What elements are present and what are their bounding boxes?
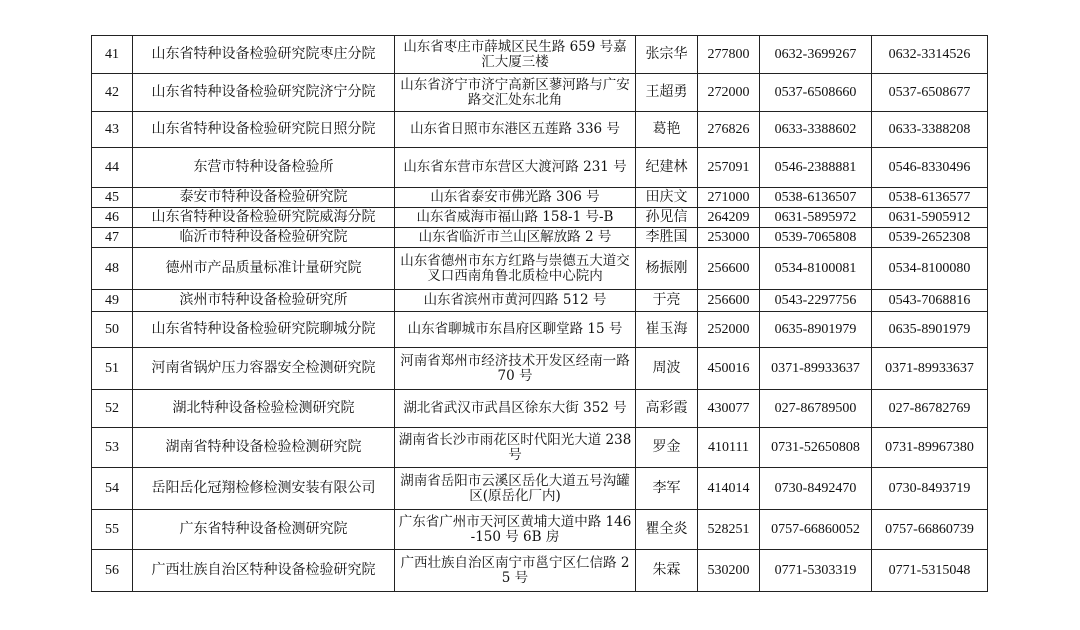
postal-code: 252000 xyxy=(698,312,760,348)
row-number: 56 xyxy=(92,550,133,592)
institution-name: 德州市产品质量标准计量研究院 xyxy=(133,248,395,290)
phone-number: 0537-6508660 xyxy=(760,74,872,112)
address-cell: 广西壮族自治区南宁市邕宁区仁信路 25 号 xyxy=(395,550,636,592)
postal-code: 256600 xyxy=(698,248,760,290)
contact-person: 纪建林 xyxy=(636,148,698,188)
row-number: 45 xyxy=(92,188,133,208)
address-cell: 山东省临沂市兰山区解放路 2 号 xyxy=(395,228,636,248)
contact-person: 周波 xyxy=(636,348,698,390)
row-number: 53 xyxy=(92,428,133,468)
phone-number: 0771-5303319 xyxy=(760,550,872,592)
table-row xyxy=(92,468,988,510)
fax-number: 0538-6136577 xyxy=(872,188,988,208)
row-number: 55 xyxy=(92,510,133,550)
postal-code: 253000 xyxy=(698,228,760,248)
phone-number: 027-86789500 xyxy=(760,390,872,428)
fax-number: 0635-8901979 xyxy=(872,312,988,348)
phone-number: 0635-8901979 xyxy=(760,312,872,348)
address-cell: 山东省日照市东港区五莲路 336 号 xyxy=(395,112,636,148)
address-cell: 山东省威海市福山路 158-1 号-B xyxy=(395,208,636,228)
contact-person: 崔玉海 xyxy=(636,312,698,348)
table-row xyxy=(92,112,988,148)
table-row xyxy=(92,74,988,112)
fax-number: 0730-8493719 xyxy=(872,468,988,510)
fax-number: 0371-89933637 xyxy=(872,348,988,390)
contact-person: 杨振刚 xyxy=(636,248,698,290)
table-row xyxy=(92,36,988,74)
row-number: 43 xyxy=(92,112,133,148)
phone-number: 0730-8492470 xyxy=(760,468,872,510)
address-cell: 山东省聊城市东昌府区聊堂路 15 号 xyxy=(395,312,636,348)
institution-name: 山东省特种设备检验研究院威海分院 xyxy=(133,208,395,228)
phone-number: 0539-7065808 xyxy=(760,228,872,248)
phone-number: 0546-2388881 xyxy=(760,148,872,188)
row-number: 44 xyxy=(92,148,133,188)
postal-code: 276826 xyxy=(698,112,760,148)
phone-number: 0632-3699267 xyxy=(760,36,872,74)
fax-number: 027-86782769 xyxy=(872,390,988,428)
contact-person: 张宗华 xyxy=(636,36,698,74)
institution-name: 岳阳岳化冠翔检修检测安装有限公司 xyxy=(133,468,395,510)
postal-code: 271000 xyxy=(698,188,760,208)
fax-number: 0537-6508677 xyxy=(872,74,988,112)
fax-number: 0633-3388208 xyxy=(872,112,988,148)
institution-name: 湖南省特种设备检验检测研究院 xyxy=(133,428,395,468)
institution-name: 山东省特种设备检验研究院日照分院 xyxy=(133,112,395,148)
table-row xyxy=(92,348,988,390)
institution-name: 泰安市特种设备检验研究院 xyxy=(133,188,395,208)
institution-name: 湖北特种设备检验检测研究院 xyxy=(133,390,395,428)
postal-code: 414014 xyxy=(698,468,760,510)
postal-code: 410111 xyxy=(698,428,760,468)
postal-code: 256600 xyxy=(698,290,760,312)
postal-code: 530200 xyxy=(698,550,760,592)
institution-name: 山东省特种设备检验研究院聊城分院 xyxy=(133,312,395,348)
phone-number: 0633-3388602 xyxy=(760,112,872,148)
row-number: 48 xyxy=(92,248,133,290)
row-number: 52 xyxy=(92,390,133,428)
address-cell: 山东省德州市东方红路与崇德五大道交叉口西南角鲁北质检中心院内 xyxy=(395,248,636,290)
phone-number: 0534-8100081 xyxy=(760,248,872,290)
phone-number: 0371-89933637 xyxy=(760,348,872,390)
address-cell: 山东省枣庄市薛城区民生路 659 号嘉汇大厦三楼 xyxy=(395,36,636,74)
address-cell: 河南省郑州市经济技术开发区经南一路 70 号 xyxy=(395,348,636,390)
contact-person: 王超勇 xyxy=(636,74,698,112)
contact-person: 孙见信 xyxy=(636,208,698,228)
row-number: 46 xyxy=(92,208,133,228)
fax-number: 0631-5905912 xyxy=(872,208,988,228)
postal-code: 257091 xyxy=(698,148,760,188)
fax-number: 0731-89967380 xyxy=(872,428,988,468)
postal-code: 272000 xyxy=(698,74,760,112)
table-row xyxy=(92,188,988,208)
table-row xyxy=(92,208,988,228)
fax-number: 0546-8330496 xyxy=(872,148,988,188)
contact-person: 田庆文 xyxy=(636,188,698,208)
phone-number: 0543-2297756 xyxy=(760,290,872,312)
phone-number: 0757-66860052 xyxy=(760,510,872,550)
contact-person: 朱霖 xyxy=(636,550,698,592)
institution-name: 山东省特种设备检验研究院枣庄分院 xyxy=(133,36,395,74)
address-cell: 湖南省长沙市雨花区时代阳光大道 238 号 xyxy=(395,428,636,468)
table-row xyxy=(92,510,988,550)
row-number: 50 xyxy=(92,312,133,348)
phone-number: 0538-6136507 xyxy=(760,188,872,208)
fax-number: 0771-5315048 xyxy=(872,550,988,592)
phone-number: 0731-52650808 xyxy=(760,428,872,468)
address-cell: 湖南省岳阳市云溪区岳化大道五号沟罐区(原岳化厂内) xyxy=(395,468,636,510)
contact-person: 葛艳 xyxy=(636,112,698,148)
postal-code: 430077 xyxy=(698,390,760,428)
postal-code: 264209 xyxy=(698,208,760,228)
contact-person: 李军 xyxy=(636,468,698,510)
table-row xyxy=(92,148,988,188)
postal-code: 450016 xyxy=(698,348,760,390)
fax-number: 0543-7068816 xyxy=(872,290,988,312)
table-row xyxy=(92,550,988,592)
institution-name: 东营市特种设备检验所 xyxy=(133,148,395,188)
table-row xyxy=(92,290,988,312)
institution-name: 滨州市特种设备检验研究所 xyxy=(133,290,395,312)
row-number: 51 xyxy=(92,348,133,390)
postal-code: 277800 xyxy=(698,36,760,74)
row-number: 47 xyxy=(92,228,133,248)
fax-number: 0757-66860739 xyxy=(872,510,988,550)
postal-code: 528251 xyxy=(698,510,760,550)
contact-person: 高彩霞 xyxy=(636,390,698,428)
row-number: 49 xyxy=(92,290,133,312)
contact-person: 于亮 xyxy=(636,290,698,312)
phone-number: 0631-5895972 xyxy=(760,208,872,228)
institution-name: 广西壮族自治区特种设备检验研究院 xyxy=(133,550,395,592)
contact-person: 李胜国 xyxy=(636,228,698,248)
table-row xyxy=(92,228,988,248)
table-row xyxy=(92,428,988,468)
row-number: 42 xyxy=(92,74,133,112)
institution-name: 广东省特种设备检测研究院 xyxy=(133,510,395,550)
table-row xyxy=(92,248,988,290)
row-number: 54 xyxy=(92,468,133,510)
address-cell: 山东省滨州市黄河四路 512 号 xyxy=(395,290,636,312)
table-row xyxy=(92,312,988,348)
table-row xyxy=(92,390,988,428)
institution-name: 河南省锅炉压力容器安全检测研究院 xyxy=(133,348,395,390)
table-body xyxy=(92,36,988,592)
row-number: 41 xyxy=(92,36,133,74)
fax-number: 0534-8100080 xyxy=(872,248,988,290)
contact-person: 罗金 xyxy=(636,428,698,468)
contact-person: 瞿全炎 xyxy=(636,510,698,550)
fax-number: 0632-3314526 xyxy=(872,36,988,74)
address-cell: 广东省广州市天河区黄埔大道中路 146-150 号 6B 房 xyxy=(395,510,636,550)
address-cell: 山东省济宁市济宁高新区蓼河路与广安路交汇处东北角 xyxy=(395,74,636,112)
address-cell: 湖北省武汉市武昌区徐东大街 352 号 xyxy=(395,390,636,428)
inspection-institutions-table xyxy=(91,35,988,592)
institution-name: 山东省特种设备检验研究院济宁分院 xyxy=(133,74,395,112)
fax-number: 0539-2652308 xyxy=(872,228,988,248)
address-cell: 山东省东营市东营区大渡河路 231 号 xyxy=(395,148,636,188)
institution-name: 临沂市特种设备检验研究院 xyxy=(133,228,395,248)
address-cell: 山东省泰安市佛光路 306 号 xyxy=(395,188,636,208)
